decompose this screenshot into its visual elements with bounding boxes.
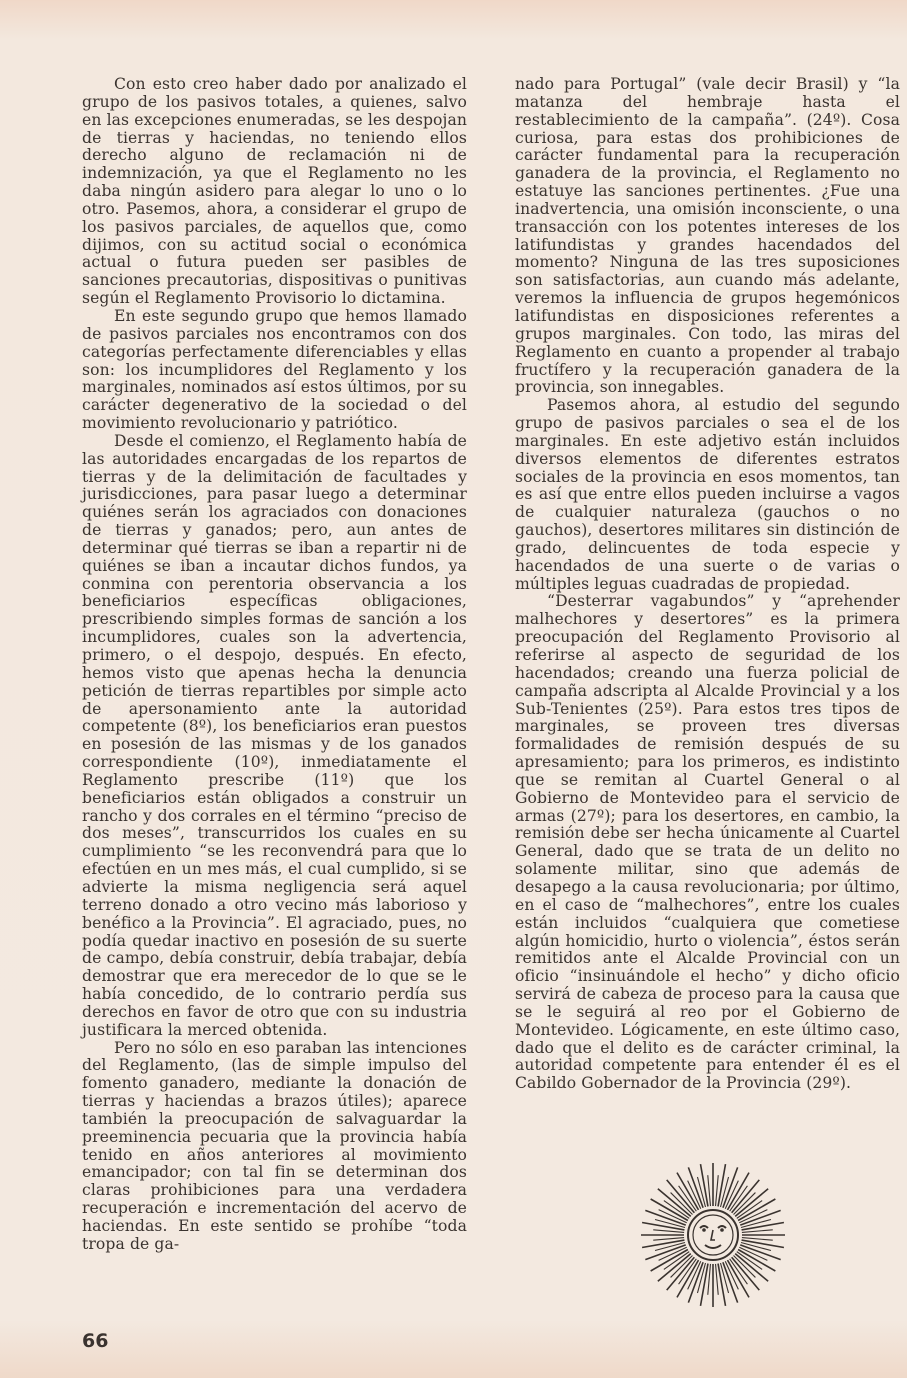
sun-ray xyxy=(734,1256,756,1278)
paragraph: “Desterrar vagabundos” y “aprehender malhechores y desertores” es la primera preocupación del Reglamento Provisorio al referirse al aspecto de seguridad de los hacendados; creando una fuerza policial de campaña adscripta al Alcalde Provincial y a los Sub-Tenientes (25º). Para estos tres tipos de marginales, se proveen tres diversas formalidades de remisión después de su apresamiento; para los primeros, es indistinto que se remitan al Cuartel General o al Gobierno de Montevideo para el servicio de armas (27º); para los desertores, en cambio, la remisión debe ser hecha únicamente al Cuartel General, dado que se trata de un delito no solamente militar, sino que además de desapego a la causa revolucionaria; por último, en el caso de “malhechores”, entre los cuales están incluidos “cualquiera que cometiese algún homicidio, hurto o violencia”, éstos serán remitidos ante el Alcalde Provincial con un oficio “insinuándole el hecho” y dicho oficio servirá de cabeza de proceso para la causa que se le seguirá al reo por el Gobierno de Montevideo. Lógicamente, en este último caso, dado que el delito es de carácter criminal, la autoridad competente para entender él es el Cabildo Gobernador de la Provincia (29º). xyxy=(515,592,900,1093)
sun-ray xyxy=(718,1164,725,1206)
paragraph: nado para Portugal” (vale decir Brasil) y “la matanza del hembraje hasta el restablecimiento de la campaña”. (24º). Cosa curiosa, para estas dos prohibiciones de carácter fundamental para la recuperación ganadera de la provincia, el Reglamento no estatuye las sanciones pertinentes. ¿Fue una inadvertencia, una omisión inconsciente, o una transacción con los potentes intereses de los latifundistas y grandes hacendados del momento? Ninguna de las tres suposiciones son satisfactorias, aun cuando más adelante, veremos la influencia de grupos hegemónicos latifundistas en disposiciones referentes a grupos marginales. Con todo, las miras del Reglamento en cuanto a propender al trabajo fructífero y la recuperación ganadera de la provincia, son innegables. xyxy=(515,75,900,397)
sun-ray xyxy=(642,1222,684,1229)
text-column-right xyxy=(515,76,900,1093)
sun-ray xyxy=(734,1193,756,1215)
paragraph: Desde el comienzo, el Reglamento había de las autoridades encargadas de los repartos de tierras y de la delimitación de facultades y jurisdicciones, para pasar luego a determinar quiénes serán los agraciados con donaciones de tierras y ganados; pero, aun antes de determinar qué tierras se iban a repartir ni de quiénes se iban a incautar dichos fundos, ya conmina con perentoria observancia a los beneficiarios específicas obligaciones, prescribiendo simples formas de sanción a los incumplidores, cuales son la advertencia, primero, o el despojo, después. En efecto, hemos visto que apenas hecha la denuncia petición de tierras repartibles por simple acto de apersonamiento ante la autoridad competente (8º), los beneficiarios eran puestos en posesión de las mismas y de los ganados correspondiente (10º), inmediatamente el Reglamento prescribe (11º) que los beneficiarios están obligados a construir un rancho y dos corrales en el término “preciso de dos meses”, transcurridos los cuales en su cumplimiento “se les reconvendrá para que lo efectúen en un mes más, el cual cumplido, si se advierte la misma negligencia será aquel terreno donado a otro vecino más laborioso y benéfico a la Provincia”. El agraciado, pues, no podía quedar inactivo en posesión de su suerte de campo, debía construir, debía trabajar, debía demostrar que era merecedor de lo que se le había concedido, de lo contrario perdía sus derechos en favor de otro que con su industria justificara la merced obtenida. xyxy=(82,431,467,1039)
sun-ray xyxy=(716,1175,719,1206)
paragraph: En este segundo grupo que hemos llamado de pasivos parciales nos encontramos con dos categorías perfectamente diferenciables y ellas son: los incumplidores del Reglamento y los marginales, nominados así estos últimos, por su carácter degenerativo de la sociedad o del movimiento revolucionario y patriótico. xyxy=(82,306,467,433)
page-number: 66 xyxy=(82,1330,109,1352)
text-column-left xyxy=(82,76,467,1254)
sun-ray xyxy=(700,1264,707,1306)
sun-ray xyxy=(671,1256,693,1278)
sun-ray xyxy=(653,1230,684,1233)
sun-ray xyxy=(742,1240,784,1247)
sun-ray xyxy=(700,1164,707,1206)
sun-ray xyxy=(653,1238,684,1241)
sun-ray xyxy=(742,1230,773,1233)
sun-face-icon xyxy=(638,1160,788,1310)
paragraph: Pero no sólo en eso paraban las intenciones del Reglamento, (las de simple impulso del fomento ganadero, mediante la donación de tierras y haciendas a brazos útiles); aparece también la preocupación de salvaguardar la preeminencia pecuaria que la provincia había tenido en años anteriores al movimiento emancipador; con tal fin se determinan dos claras prohibiciones para una verdadera recuperación e incrementación del acervo de haciendas. En este sentido se prohíbe “toda tropa de ga- xyxy=(82,1038,467,1253)
paragraph: Pasemos ahora, al estudio del segundo grupo de pasivos parciales o sea el de los marginales. En este adjetivo están incluidos diversos elementos de diferentes estratos sociales de la provincia en esos momentos, tan es así que entre ellos pueden incluirse a vagos de cualquier naturaleza (gauchos o no gauchos), desertores militares sin distinción de grado, delincuentes de toda especie y hacendados de una suerte o de varias o múltiples leguas cuadradas de propiedad. xyxy=(515,396,900,593)
sun-ray xyxy=(642,1240,684,1247)
sun-ray xyxy=(708,1264,711,1295)
sun-ray xyxy=(742,1238,773,1241)
sun-ray xyxy=(742,1222,784,1229)
sun-ray xyxy=(708,1175,711,1206)
sun-ray xyxy=(718,1264,725,1306)
paragraph: Con esto creo haber dado por analizado el grupo de los pasivos totales, a quienes, salvo en las excepciones enumeradas, se les despojan de tierras y haciendas, no teniendo ellos derecho alguno de reclamación ni de indemnización, ya que el Reglamento no les daba ningún asidero para alegar lo uno o lo otro. Pasemos, ahora, a considerar el grupo de los pasivos parciales, de aquellos que, como dijimos, con su actitud social o económica actual o futura pueden ser pasibles de sanciones precautorias, dispositivas o punitivas según el Reglamento Provisorio lo dictamina. xyxy=(82,75,467,308)
sun-ray xyxy=(671,1193,693,1215)
sun-ray xyxy=(716,1264,719,1295)
